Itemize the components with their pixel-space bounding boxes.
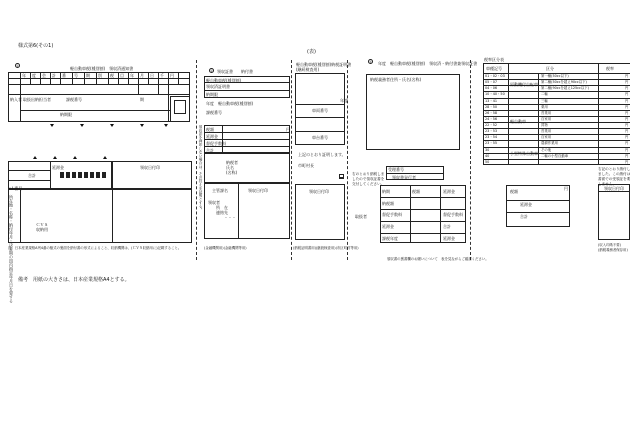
right-row-3: 合計 <box>520 214 528 219</box>
deadline-label: 期 <box>140 97 144 102</box>
circle-number: ② <box>210 69 213 73</box>
rate-code: 22・52 <box>485 123 498 128</box>
receipt-subtitle: 領収証書 納付書 <box>217 69 253 74</box>
receipt-no-sub: 領収書発行者 <box>392 175 416 180</box>
rate-code: 26・58 <box>485 110 498 115</box>
digit-cell <box>84 172 88 178</box>
rate-unit: 円 <box>625 86 629 91</box>
rate-row-line <box>483 116 630 117</box>
sign-label: 納税者 氏名 (名称) <box>226 160 238 175</box>
rate-unit: 円 <box>625 74 629 78</box>
right-row-2: 延滞金 <box>520 202 532 207</box>
rate-unit: 円 <box>625 104 629 109</box>
rate-row-line <box>483 122 630 123</box>
col-header-rate: 税率 <box>606 66 614 71</box>
cert-chassis: 車台番号 <box>312 135 328 140</box>
receiver-label: 領収日付印 <box>248 188 268 193</box>
rate-table-title: 税率区分表 <box>484 57 504 62</box>
rate-unit: 円 <box>625 147 629 152</box>
rate-unit: 円 <box>625 141 629 146</box>
perforation-line <box>470 60 471 260</box>
notice-name-box <box>366 74 460 150</box>
taxpayer-label: 納入者 <box>10 97 22 102</box>
date-header-2: 別 <box>98 73 102 78</box>
notice-row-total: 合計 <box>443 224 451 229</box>
rate-item: 第一種(50cc以下) <box>541 74 569 78</box>
receipt-kind-label: 課税番号 <box>206 110 222 115</box>
rate-row-line <box>483 91 630 92</box>
rate-bottom-note: (収入印紙不要) (納税義務者保存用) <box>598 243 628 252</box>
rate-item: 二輪の小型自動車 <box>541 153 569 158</box>
rate-row-line <box>483 134 630 135</box>
rate-unit: 円 <box>625 123 629 128</box>
total-label: 合計 <box>28 173 36 178</box>
treasurer-label: 取扱出納担当者 <box>23 97 51 102</box>
notice-side-1: 納期 <box>382 189 390 194</box>
date-header-6: 月 <box>140 73 144 78</box>
rate-row-line <box>483 159 630 160</box>
stamp-inner <box>174 100 186 114</box>
amount-caption: 延滞金 <box>52 165 64 170</box>
receipt-no-label: 受理番号 <box>388 167 404 172</box>
yen-unit: 円 <box>564 186 568 191</box>
rate-row-line <box>483 110 630 111</box>
cert-receiver-label: 領収日付印 <box>309 189 329 194</box>
rate-item: 三輪 <box>541 98 548 103</box>
date-header-7: 日 <box>150 73 154 78</box>
date-header-4: 目 <box>120 73 124 78</box>
digit-cell <box>72 172 76 178</box>
amount-label: 税額 <box>206 127 214 132</box>
cert-issuer: 市町村長 <box>298 163 314 168</box>
seal-icon <box>339 174 344 179</box>
rate-code: 40 <box>485 153 490 158</box>
cut-mark <box>103 156 107 159</box>
notice-year: 課税年度 <box>382 236 398 241</box>
group-special: 小型特殊自動車 <box>510 151 538 156</box>
rate-item: 自家用 <box>541 135 552 140</box>
year-header-3: 会 <box>42 73 46 78</box>
notice-row-fee: 督促手数料 <box>443 212 463 217</box>
cert-plate: 車両番号 <box>312 108 328 113</box>
group-kei: 軽自動車 <box>510 119 526 124</box>
rate-code: 13・41 <box>485 98 498 103</box>
rate-code: 23・55 <box>485 141 498 146</box>
rate-row-line <box>483 98 630 99</box>
rate-item: 第二種(50ccを超え90cc以下) <box>541 80 587 85</box>
cert-sign: 上記のとおり証明します。 <box>298 152 346 157</box>
delay-label: 延滞金 <box>206 134 218 139</box>
date-header-5: 年 <box>130 73 134 78</box>
sign-box <box>204 153 290 183</box>
notice-header: 年度 軽自動車税(種別割) 領収済・納付書兼領収証書 <box>378 61 478 66</box>
rate-item: 農耕作業用 <box>541 141 558 146</box>
rate-code: 28・50 <box>485 104 498 109</box>
rate-code: 30 <box>485 147 490 152</box>
rate-item: 乗用 <box>541 104 548 109</box>
cut-mark <box>33 156 37 159</box>
form-number: 様式第6(その1) <box>18 43 54 49</box>
rate-code: 50 <box>485 159 490 164</box>
perforation-line <box>347 60 348 260</box>
rate-item: 貨物 <box>541 123 548 128</box>
circle-number: ① <box>16 64 19 68</box>
notice-side-4: 延滞金 <box>382 224 394 229</box>
rate-unit: 円 <box>625 92 629 97</box>
cut-mark <box>140 124 144 127</box>
notice-sign: 右のとおり納税しましたので領収証書を交付してください。 <box>352 172 385 186</box>
cut-mark <box>53 156 57 159</box>
rate-row-line <box>483 128 630 129</box>
footnote: 備考 用紙の大きさは、日本産業規格A4とする。 <box>18 277 130 283</box>
year-header: 年 <box>22 73 26 78</box>
group-moped: 原動機付自転車 <box>510 82 538 87</box>
rate-row-line <box>483 147 630 148</box>
cut-mark <box>164 124 168 127</box>
date-header-1: 期 <box>86 73 90 78</box>
perforation-line <box>291 60 292 260</box>
receipt-row-1: 軽自動車税(種別割) <box>206 78 242 83</box>
cert-bottom-note: (納税証明書用)(継続検査用)(市区町村等用) <box>293 246 359 250</box>
certificate-header: 軽自動車税(種別割)納税証明書 (継続検査用) <box>296 62 352 72</box>
year-header-5: 番 <box>62 73 66 78</box>
page-marker: (表) <box>307 49 316 55</box>
rate-code: 23・53 <box>485 129 498 134</box>
cert-year: 年度 <box>340 98 348 103</box>
rate-code: 05・07 <box>485 80 498 85</box>
rate-code: 24・56 <box>485 116 498 121</box>
panel-title: 軽自動車税(種別割) 領収済通知書 <box>70 66 134 71</box>
circle-number: ③ <box>369 60 372 64</box>
tax-type-label: 課税番号 <box>66 97 82 102</box>
cut-mark <box>80 124 84 127</box>
receipt-total-label: 合計 <box>206 148 214 153</box>
vertical-note: 領収印を押印しない場合は、その控えを証明とする。 <box>199 125 203 212</box>
year-header-6: 号 <box>74 73 78 78</box>
received-label: 領収日付印 <box>140 165 160 170</box>
digit-cell <box>78 172 82 178</box>
digit-cell <box>66 172 70 178</box>
tax-label: 税額 <box>510 189 518 194</box>
notice-name-label: 納税義務者住所・氏名(名称) <box>370 77 422 82</box>
digit-cell <box>102 172 106 178</box>
cut-mark <box>50 124 54 127</box>
receiver-detail: 領収者 所 在 連絡先 ・・・ <box>208 200 236 220</box>
collector-label: 主管課名 <box>212 188 228 193</box>
rate-code: 04・06 <box>485 86 498 91</box>
date-header-9: 円 <box>170 73 174 78</box>
rate-code: 01・02・03 <box>485 74 505 78</box>
notice-row-delay: 延滞金 <box>443 189 455 194</box>
cut-mark <box>73 156 77 159</box>
rate-unit: 円 <box>625 110 629 115</box>
rate-unit: 円 <box>625 153 629 158</box>
rate-unit: 円 <box>625 98 629 103</box>
year-header-2: 度 <box>32 73 36 78</box>
recipient-label: 納期限 <box>60 112 72 117</box>
col-header-class: 区分 <box>546 66 554 71</box>
bottom-note: 注 日本産業規格A列4番の様式の裏面を納付書の形式によること、収納機関は、(ＣＶＳ収納用に)記載すること。 <box>8 246 182 250</box>
date-header-8: 千 <box>160 73 164 78</box>
rate-item: 第二種(90ccを超え125cc以下) <box>541 86 590 91</box>
receipt-year-label: 年度 軽自動車税(種別割) <box>206 101 254 106</box>
rate-code: 10・40・50 <box>485 92 505 97</box>
digit-cell <box>90 172 94 178</box>
receipt-row-2: 領収済証明書 <box>206 84 230 89</box>
fee-label: 督促手数料 <box>206 141 226 146</box>
total-sub-label: ｅL番号 <box>8 186 23 191</box>
notes-vertical-label: 所在地・名称・納付年月・決算期の国内指定年月日を要する <box>9 195 14 303</box>
perforation-line <box>196 60 197 260</box>
notice-bottom-note: 領収書の裏書欄のお願いについて 表を見ながらご確認ください。 <box>387 257 489 261</box>
rate-row-line <box>483 104 630 105</box>
rate-unit: 円 <box>625 80 629 85</box>
notice-row-deadline: 延滞金 <box>443 236 455 241</box>
receipt-row-3: 納期限 <box>206 92 218 97</box>
yen-unit: 円 <box>286 127 290 132</box>
col-header-code: 車種記号 <box>486 66 502 71</box>
rate-unit: 円 <box>625 159 629 164</box>
rate-sign: 右記のとおり納付しました。この納付は書面での受領証を要しません。 <box>598 167 630 186</box>
digit-cell <box>60 172 64 178</box>
rate-item: その他 <box>541 147 552 152</box>
notice-side-2: 納税額 <box>382 201 394 206</box>
rate-item: 自家用 <box>541 116 552 121</box>
rate-unit: 円 <box>625 129 629 134</box>
collector-label: 取扱者 <box>355 214 367 219</box>
rate-unit: 円 <box>625 116 629 121</box>
rate-receiver-label: 領収日付印 <box>604 186 624 191</box>
date-header-3: 税 <box>110 73 114 78</box>
rate-receiver-box <box>598 184 630 240</box>
cut-mark <box>110 124 114 127</box>
rate-item: 営業用 <box>541 110 552 115</box>
digit-cell <box>96 172 100 178</box>
receipt-bottom-note: (金融機関用)(金融機関等用) <box>204 246 247 250</box>
year-header-4: 計 <box>52 73 56 78</box>
rate-item: 営業用 <box>541 129 552 134</box>
cvs-label: ＣＶＳ 収納用 <box>36 222 48 232</box>
notice-side-3: 督促手数料 <box>382 212 402 217</box>
rate-item: 二輪 <box>541 92 548 97</box>
notice-row-tax: 税額 <box>412 189 420 194</box>
rate-code: 23・54 <box>485 135 498 140</box>
rate-unit: 円 <box>625 135 629 140</box>
